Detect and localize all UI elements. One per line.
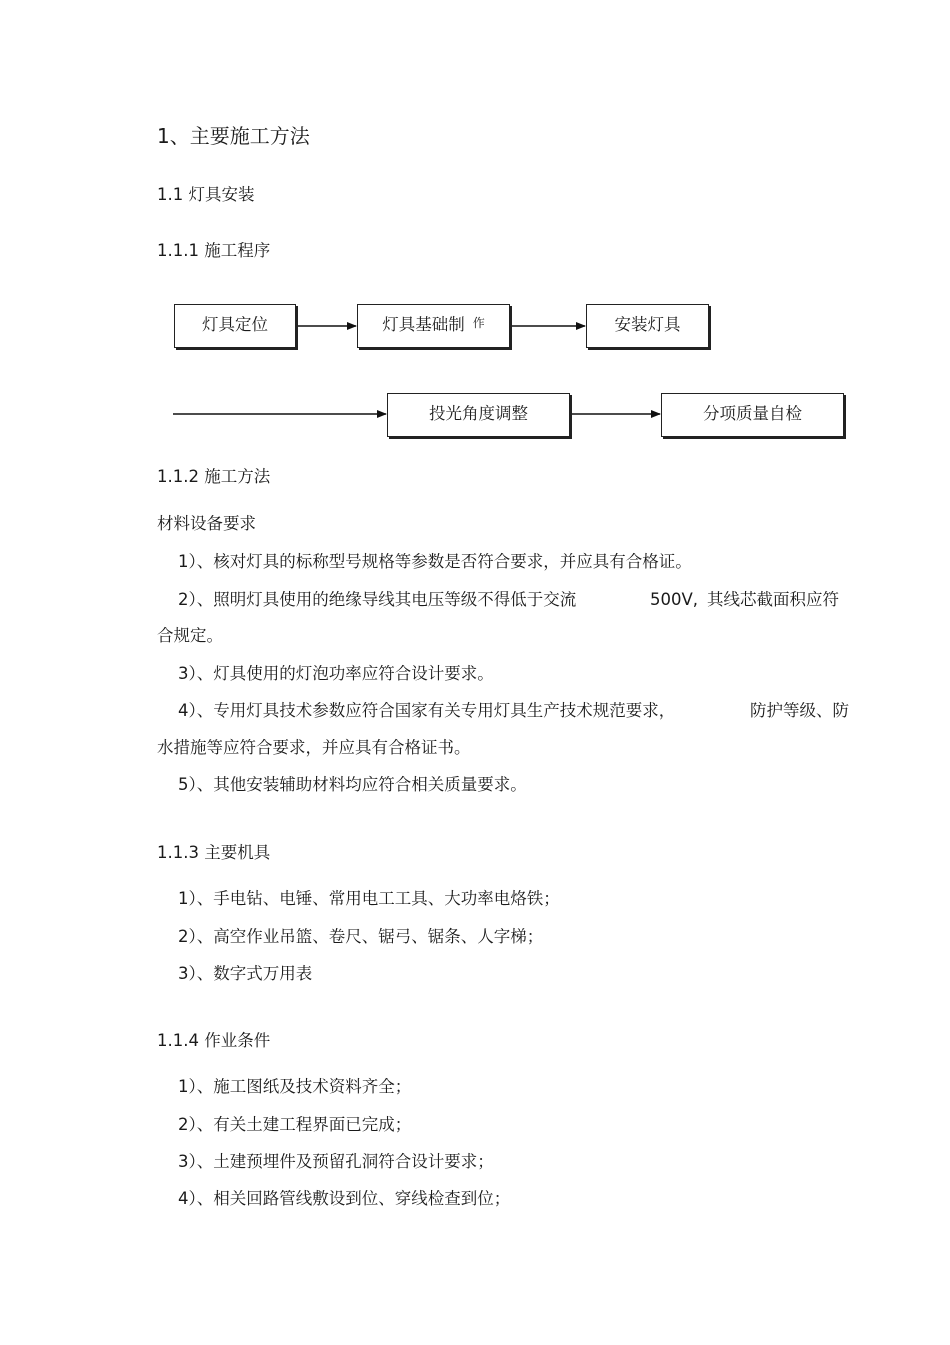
flow-box-beam-angle-adjust bbox=[387, 393, 570, 437]
materials-item-2a: 2）、照明灯具使用的绝缘导线其电压等级不得低于交流 bbox=[178, 590, 577, 609]
flow-box-label-suffix: 作 bbox=[472, 315, 485, 330]
flow-box-label: 灯具基础制 bbox=[382, 315, 465, 334]
flow-box-luminaire-positioning bbox=[174, 304, 296, 348]
heading-work-conditions: 1.1.4 作业条件 bbox=[157, 1031, 271, 1050]
heading-main-construction-methods: 1、主要施工方法 bbox=[157, 124, 310, 148]
materials-item-4b: 防护等级、防 bbox=[750, 701, 849, 720]
heading-luminaire-installation: 1.1 灯具安装 bbox=[157, 185, 255, 204]
materials-title: 材料设备要求 bbox=[157, 514, 256, 533]
flow-box-install-luminaire bbox=[586, 304, 709, 348]
materials-item-2b: 500V, bbox=[650, 590, 699, 609]
flow-box-label: 安装灯具 bbox=[614, 315, 681, 334]
conditions-item: 4）、相关回路管线敷设到位、穿线检查到位； bbox=[178, 1189, 511, 1208]
tools-item: 1）、手电钻、电锤、常用电工工具、大功率电烙铁； bbox=[178, 889, 560, 908]
materials-item-5: 5）、其他安装辅助材料均应符合相关质量要求。 bbox=[178, 775, 527, 794]
materials-item-2d: 合规定。 bbox=[157, 626, 223, 645]
materials-item-4a: 4）、专用灯具技术参数应符合国家有关专用灯具生产技术规范要求， bbox=[178, 701, 676, 720]
materials-item-1: 1）、核对灯具的标称型号规格等参数是否符合要求，并应具有合格证。 bbox=[178, 552, 692, 571]
conditions-item: 3）、土建预埋件及预留孔洞符合设计要求； bbox=[178, 1152, 494, 1171]
flow-box-quality-self-check bbox=[661, 393, 844, 437]
materials-item-2c: 其线芯截面积应符 bbox=[707, 590, 839, 609]
flow-box-label: 灯具定位 bbox=[202, 315, 268, 334]
heading-construction-procedure: 1.1.1 施工程序 bbox=[157, 241, 271, 260]
flow-box-label: 分项质量自检 bbox=[703, 404, 802, 423]
conditions-item: 2）、有关土建工程界面已完成； bbox=[178, 1115, 412, 1134]
heading-main-tools: 1.1.3 主要机具 bbox=[157, 843, 271, 862]
flow-box-label: 投光角度调整 bbox=[429, 404, 528, 423]
flowchart-arrows bbox=[0, 0, 950, 460]
tools-item: 2）、高空作业吊篮、卷尺、锯弓、锯条、人字梯； bbox=[178, 927, 544, 946]
conditions-item: 1）、施工图纸及技术资料齐全； bbox=[178, 1077, 412, 1096]
materials-item-3: 3）、灯具使用的灯泡功率应符合设计要求。 bbox=[178, 664, 494, 683]
materials-item-4c: 水措施等应符合要求，并应具有合格证书。 bbox=[157, 738, 471, 757]
tools-item: 3）、数字式万用表 bbox=[178, 964, 313, 983]
heading-construction-method: 1.1.2 施工方法 bbox=[157, 467, 271, 486]
flow-box-base-fabrication bbox=[357, 304, 510, 348]
